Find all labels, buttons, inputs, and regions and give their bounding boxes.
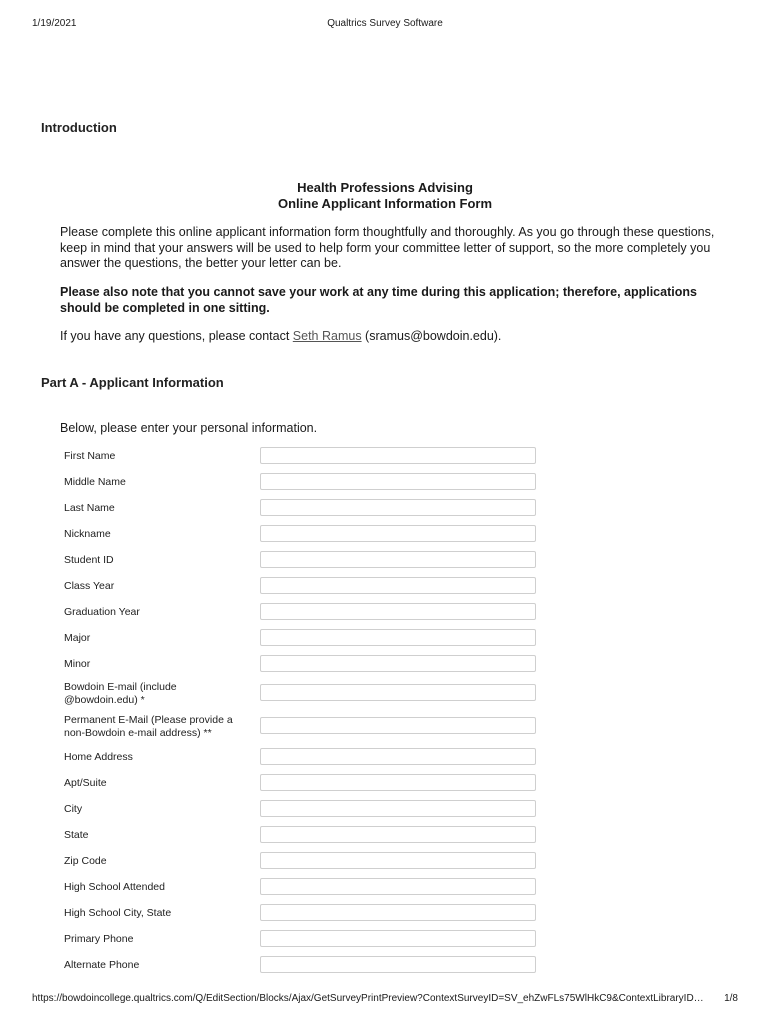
field-input[interactable] xyxy=(260,525,536,542)
form-row xyxy=(64,852,540,872)
contact-text-before: If you have any questions, please contact xyxy=(60,329,293,343)
form-row xyxy=(64,774,540,794)
field-label: High School City, State xyxy=(64,907,172,919)
form-row xyxy=(64,800,540,820)
field-label: Student ID xyxy=(64,554,114,566)
save-warning-paragraph: Please also note that you cannot save your work at any time during this application; therefore, applications should be completed in one sitting. xyxy=(60,285,697,315)
field-input[interactable] xyxy=(260,629,536,646)
form-row xyxy=(64,904,540,924)
field-label: Primary Phone xyxy=(64,933,134,945)
field-input[interactable] xyxy=(260,717,536,734)
form-row xyxy=(64,447,540,467)
field-label: Graduation Year xyxy=(64,606,140,618)
field-input[interactable] xyxy=(260,577,536,594)
form-row xyxy=(64,655,540,675)
form-row xyxy=(64,930,540,950)
field-input[interactable] xyxy=(260,774,536,791)
field-label: Middle Name xyxy=(64,476,126,488)
field-input[interactable] xyxy=(260,473,536,490)
field-input[interactable] xyxy=(260,956,536,973)
form-row xyxy=(64,748,540,768)
print-title: Qualtrics Survey Software xyxy=(327,18,443,29)
field-input[interactable] xyxy=(260,499,536,516)
field-input[interactable] xyxy=(260,930,536,947)
form-row xyxy=(64,603,540,623)
field-label: City xyxy=(64,803,83,815)
form-row xyxy=(64,499,540,519)
field-input[interactable] xyxy=(260,447,536,464)
form-row xyxy=(64,525,540,545)
form-row xyxy=(64,714,540,742)
form-row xyxy=(64,878,540,898)
part-a-block-title: Part A - Applicant Information xyxy=(41,375,224,390)
form-row xyxy=(64,473,540,493)
form-row xyxy=(64,681,540,709)
form-row xyxy=(64,629,540,649)
form-row xyxy=(64,551,540,571)
contact-link[interactable]: Seth Ramus xyxy=(292,329,362,343)
field-label: Permanent E-Mail (Please provide a non-Bowdoin e-mail address) ** xyxy=(64,714,233,739)
field-label: State xyxy=(64,829,89,841)
field-label: Apt/Suite xyxy=(64,777,107,789)
field-label: First Name xyxy=(64,450,116,462)
field-input[interactable] xyxy=(260,826,536,843)
form-row xyxy=(64,826,540,846)
field-input[interactable] xyxy=(260,878,536,895)
field-label: Major xyxy=(64,632,91,644)
field-label: Last Name xyxy=(64,502,115,514)
field-input[interactable] xyxy=(260,904,536,921)
field-input[interactable] xyxy=(260,551,536,568)
field-input[interactable] xyxy=(260,684,536,701)
field-label: High School Attended xyxy=(64,881,165,893)
form-row xyxy=(64,577,540,597)
footer-page-number: 1/8 xyxy=(724,993,738,1004)
field-input[interactable] xyxy=(260,603,536,620)
field-input[interactable] xyxy=(260,655,536,672)
field-label: Zip Code xyxy=(64,855,107,867)
field-label: Nickname xyxy=(64,528,111,540)
form-row xyxy=(64,956,540,976)
print-footer xyxy=(32,993,738,1007)
intro-paragraph: Please complete this online applicant information form thoughtfully and thoroughly. As you go through these questions, keep in mind that your answers will be used to help form your committee letter of support, so the more completely you answer the questions, the better your letter can be. xyxy=(60,225,715,270)
field-input[interactable] xyxy=(260,800,536,817)
field-label: Bowdoin E-mail (include @bowdoin.edu) * xyxy=(64,681,177,706)
form-heading-line2: Online Applicant Information Form xyxy=(277,196,493,211)
introduction-block-title: Introduction xyxy=(41,120,117,135)
part-a-instruction: Below, please enter your personal information. xyxy=(60,421,318,435)
print-header xyxy=(32,18,738,32)
field-label: Home Address xyxy=(64,751,133,763)
contact-text-after: (sramus@bowdoin.edu). xyxy=(361,329,502,343)
field-label: Alternate Phone xyxy=(64,959,140,971)
footer-url: https://bowdoincollege.qualtrics.com/Q/EditSection/Blocks/Ajax/GetSurveyPrintPreview?ContextSurveyID=SV_ehZwFLs75WlHkC9&ContextLibraryID… xyxy=(32,993,704,1004)
field-label: Minor xyxy=(64,658,91,670)
field-label: Class Year xyxy=(64,580,115,592)
print-date: 1/19/2021 xyxy=(32,18,77,29)
field-input[interactable] xyxy=(260,852,536,869)
contact-paragraph xyxy=(60,329,730,345)
form-heading-line1: Health Professions Advising xyxy=(297,180,473,195)
field-input[interactable] xyxy=(260,748,536,765)
